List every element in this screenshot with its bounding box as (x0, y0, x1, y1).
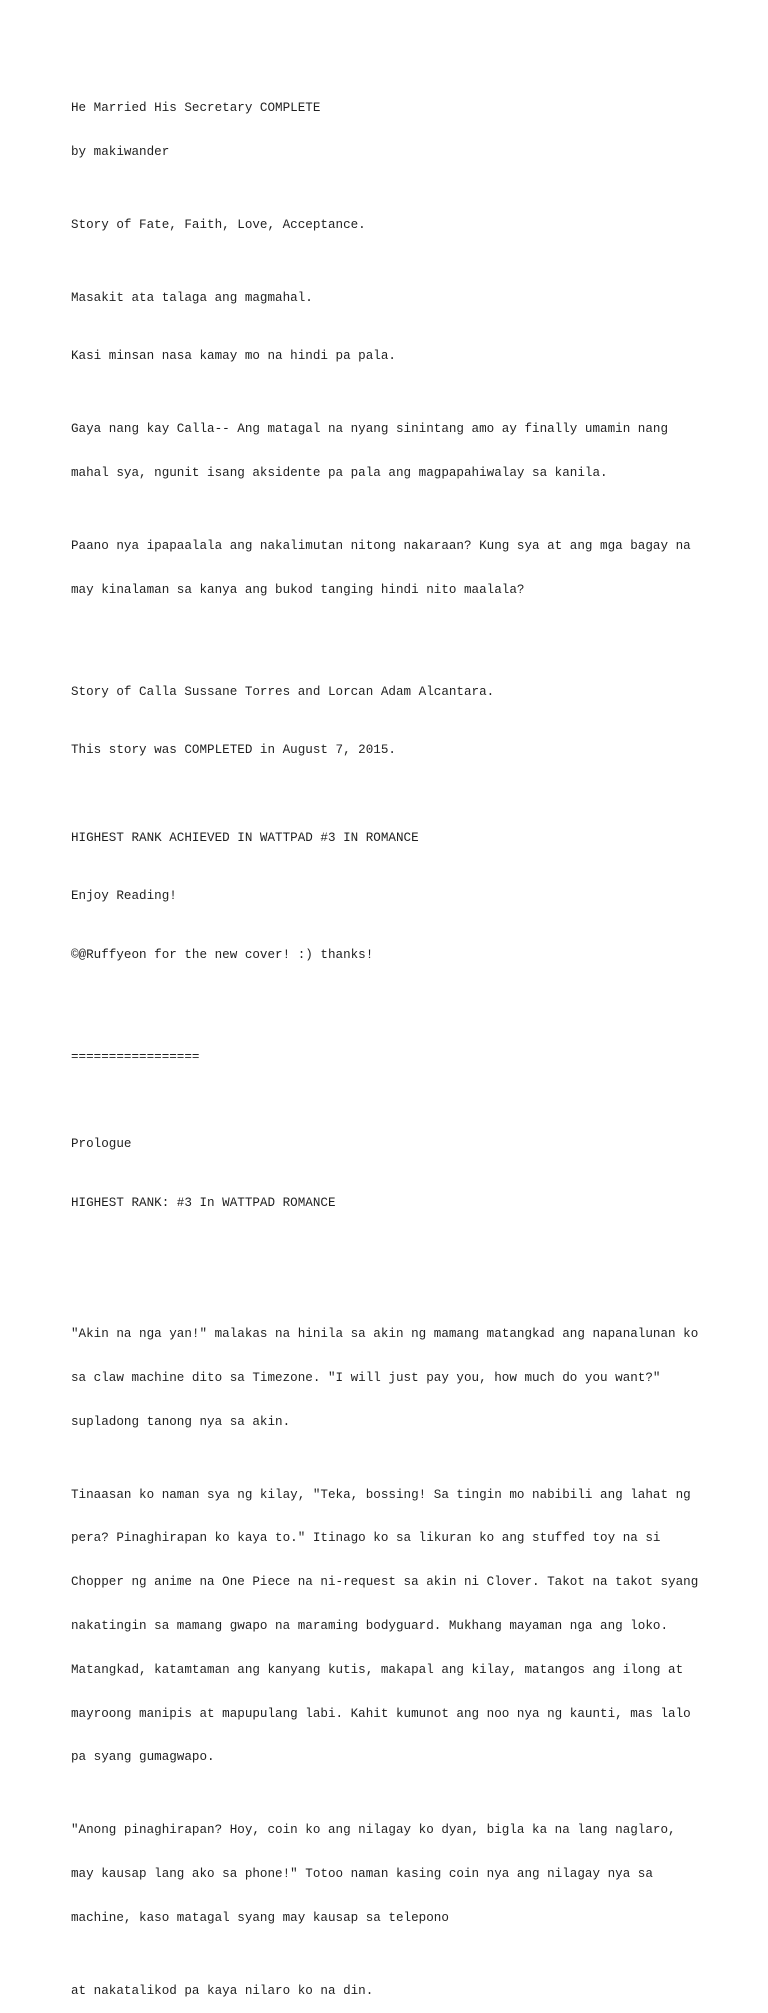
paragraph-line: supladong tanong nya sa akin. (71, 1414, 291, 1429)
paragraph-line: machine, kaso matagal syang may kausap sa telepono (71, 1910, 449, 1925)
paragraph-line: sa claw machine dito sa Timezone. "I will just pay you, how much do you want?" (71, 1370, 661, 1385)
section-divider: ================= (71, 1049, 200, 1064)
synopsis-line: Paano nya ipapaalala ang nakalimutan nitong nakaraan? Kung sya at ang mga bagay na (71, 539, 691, 553)
document-page (71, 72, 711, 2013)
document-author: by makiwander (71, 144, 170, 159)
intro-line: Masakit ata talaga ang magmahal. (71, 290, 313, 305)
document-title: He Married His Secretary COMPLETE (71, 101, 321, 116)
completed-line: This story was COMPLETED in August 7, 2015. (71, 743, 396, 758)
paragraph-line: Matangkad, katamtaman ang kanyang kutis, makapal ang kilay, matangos ang ilong at (71, 1662, 684, 1677)
paragraph-line: nakatingin sa mamang gwapo na maraming bodyguard. Mukhang mayaman nga ang loko. (71, 1619, 669, 1633)
paragraph-line: at nakatalikod pa kaya nilaro ko na din. (71, 1983, 374, 1998)
credit-line: ©@Ruffyeon for the new cover! :) thanks! (71, 947, 374, 962)
story-of-line: Story of Calla Sussane Torres and Lorcan Adam Alcantara. (71, 684, 495, 699)
paragraph-line: Tinaasan ko naman sya ng kilay, "Teka, bossing! Sa tingin mo nabibili ang lahat ng (71, 1487, 691, 1502)
synopsis-line: may kinalaman sa kanya ang bukod tanging hindi nito maalala? (71, 582, 525, 597)
intro-line: Kasi minsan nasa kamay mo na hindi pa pala. (71, 349, 396, 364)
synopsis-line: Gaya nang kay Calla-- Ang matagal na nyang sinintang amo ay finally umamin nang (71, 422, 669, 437)
tagline: Story of Fate, Faith, Love, Acceptance. (71, 217, 366, 232)
paragraph-line: "Akin na nga yan!" malakas na hinila sa akin ng mamang matangkad ang napanalunan ko (71, 1327, 699, 1342)
paragraph-line: Chopper ng anime na One Piece na ni-request sa akin ni Clover. Takot na takot syang (71, 1575, 699, 1590)
prologue-rank: HIGHEST RANK: #3 In WATTPAD ROMANCE (71, 1195, 336, 1210)
paragraph-line: pera? Pinaghirapan ko kaya to." Itinago ko sa likuran ko ang stuffed toy na si (71, 1531, 661, 1546)
synopsis-line: mahal sya, ngunit isang aksidente pa pala ang magpapahiwalay sa kanila. (71, 466, 608, 481)
prologue-title: Prologue (71, 1137, 132, 1152)
highest-rank-line: HIGHEST RANK ACHIEVED IN WATTPAD #3 IN ROMANCE (71, 830, 419, 845)
paragraph-line: "Anong pinaghirapan? Hoy, coin ko ang nilagay ko dyan, bigla ka na lang naglaro, (71, 1823, 676, 1838)
enjoy-line: Enjoy Reading! (71, 889, 177, 904)
paragraph-line: mayroong manipis at mapupulang labi. Kahit kumunot ang noo nya ng kaunti, mas lalo (71, 1706, 691, 1721)
paragraph-line: pa syang gumagwapo. (71, 1750, 215, 1765)
paragraph-line: may kausap lang ako sa phone!" Totoo naman kasing coin nya ang nilagay nya sa (71, 1867, 653, 1882)
